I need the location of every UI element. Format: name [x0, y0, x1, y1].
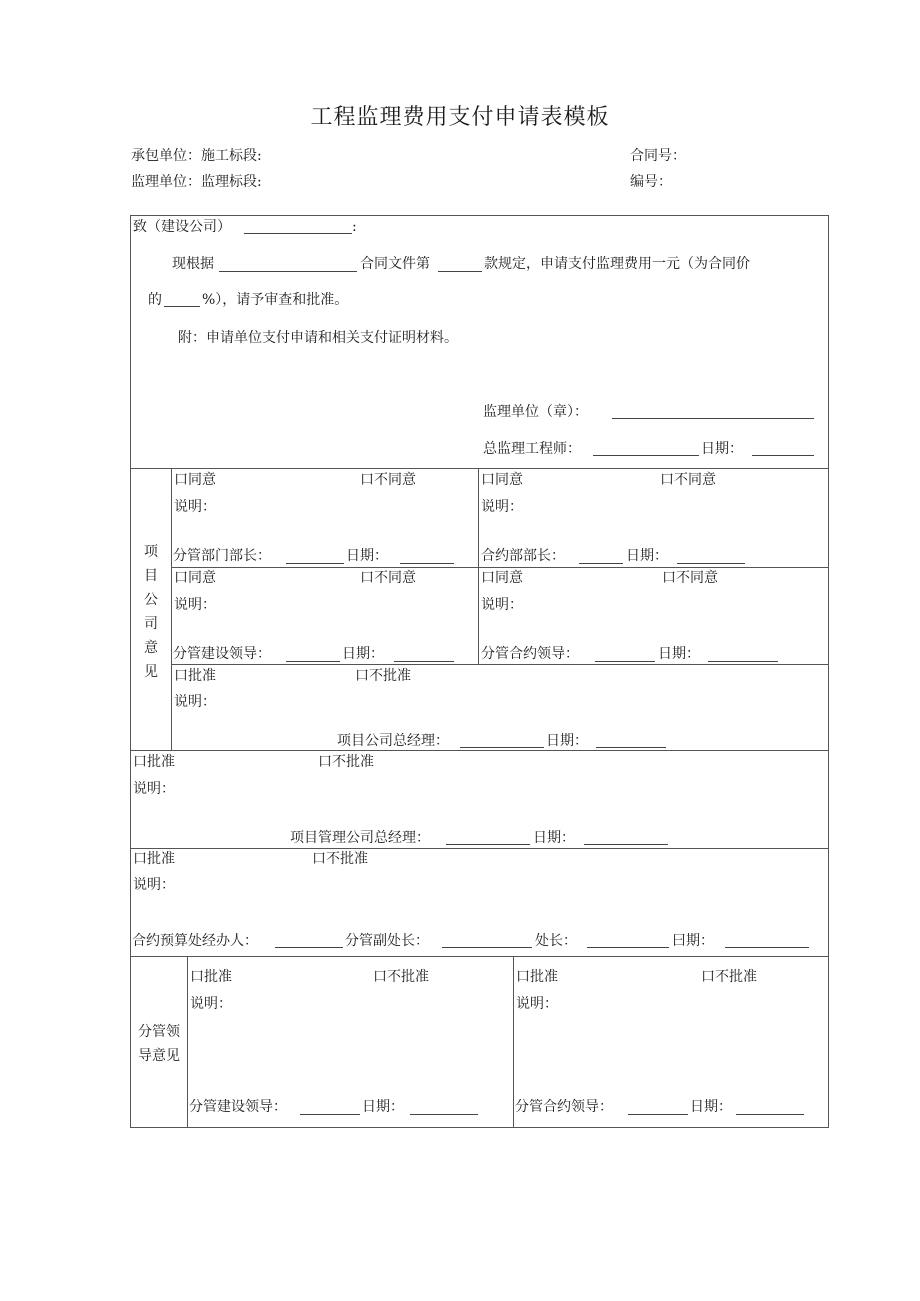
contract-leader-label: 分管合约领导：: [515, 1099, 613, 1115]
approve-checkbox[interactable]: 口批准: [174, 668, 216, 684]
approve-checkbox[interactable]: 口批准: [133, 754, 175, 770]
percent-suffix: %），请予审查和批准。: [202, 292, 349, 308]
approve-checkbox[interactable]: 口批准: [516, 969, 558, 985]
date-blank[interactable]: [736, 1114, 804, 1115]
contract-no-label: 合同号：: [630, 148, 686, 164]
project-company-side-label: 项 目 公 司 意 见: [144, 544, 158, 680]
chief-engineer-blank[interactable]: [593, 455, 699, 456]
date-blank[interactable]: [596, 747, 666, 748]
row-divider: [130, 956, 829, 957]
chief-label: 处长：: [535, 933, 577, 949]
attachment-note: 附：申请单位支付申请和相关支付证明材料。: [178, 330, 458, 346]
disagree-checkbox[interactable]: 口不同意: [360, 570, 416, 586]
percent-blank[interactable]: [164, 306, 200, 307]
serial-no-label: 编号：: [630, 174, 672, 190]
explain-label: 说明：: [133, 877, 175, 893]
reject-checkbox[interactable]: 口不批准: [701, 969, 757, 985]
date-label: 曰期：: [672, 933, 714, 949]
contract-blank[interactable]: [219, 271, 357, 272]
table-top-border: [130, 215, 829, 216]
percent-prefix: 的: [148, 292, 162, 308]
contract-leader-blank[interactable]: [628, 1114, 688, 1115]
explain-label: 说明：: [174, 499, 216, 515]
dept-head-label: 分管部门部长：: [173, 548, 271, 564]
reject-checkbox[interactable]: 口不批准: [373, 969, 429, 985]
contract-head-blank[interactable]: [579, 563, 623, 564]
date-blank[interactable]: [394, 661, 454, 662]
date-blank[interactable]: [725, 947, 809, 948]
col-divider: [513, 956, 514, 1128]
date-label: 日期：: [342, 646, 384, 662]
date-blank[interactable]: [677, 563, 745, 564]
mgmt-gm-label: 项目管理公司总经理：: [290, 830, 430, 846]
explain-label: 说明：: [174, 694, 216, 710]
date-blank[interactable]: [752, 455, 814, 456]
table-right-border: [828, 215, 829, 1128]
contractor-label: 承包单位：施工标段:: [131, 148, 262, 164]
reject-checkbox[interactable]: 口不批准: [318, 754, 374, 770]
page-title: 工程监理费用支付申请表模板: [310, 105, 610, 130]
contract-head-label: 合约部部长：: [481, 548, 565, 564]
disagree-checkbox[interactable]: 口不同意: [660, 472, 716, 488]
table-bottom-border: [130, 1127, 829, 1128]
unit-seal-blank[interactable]: [612, 418, 814, 419]
explain-label: 说明：: [481, 597, 523, 613]
date-label: 日期：: [626, 548, 668, 564]
explain-label: 说明：: [481, 499, 523, 515]
date-blank[interactable]: [410, 1114, 478, 1115]
to-colon: :: [352, 219, 357, 235]
basis-label: 现根据: [172, 256, 214, 272]
row-divider: [171, 664, 829, 665]
date-label: 日期：: [533, 830, 575, 846]
approve-checkbox[interactable]: 口批准: [190, 969, 232, 985]
handler-label: 合约预算处经办人：: [132, 933, 258, 949]
construction-leader-blank[interactable]: [300, 1114, 360, 1115]
col-divider: [478, 468, 479, 665]
agree-checkbox[interactable]: 口同意: [174, 570, 216, 586]
handler-blank[interactable]: [275, 947, 343, 948]
deputy-label: 分管副处长：: [345, 933, 429, 949]
leader-opinion-side-label: 分管领 导意见: [138, 1024, 180, 1064]
approve-checkbox[interactable]: 口批准: [133, 851, 175, 867]
dept-head-blank[interactable]: [286, 563, 344, 564]
reject-checkbox[interactable]: 口不批准: [355, 668, 411, 684]
project-gm-blank[interactable]: [460, 747, 544, 748]
row-divider: [130, 848, 829, 849]
explain-label: 说明：: [174, 597, 216, 613]
row-divider: [130, 750, 829, 751]
disagree-checkbox[interactable]: 口不同意: [662, 570, 718, 586]
unit-seal-label: 监理单位（章）：: [483, 404, 588, 420]
col-divider: [171, 468, 172, 751]
date-label: 日期：: [658, 646, 700, 662]
date-blank[interactable]: [584, 844, 668, 845]
row-divider: [171, 567, 829, 568]
disagree-checkbox[interactable]: 口不同意: [360, 472, 416, 488]
contract-leader-label: 分管合约领导：: [481, 646, 579, 662]
date-label: 日期：: [546, 733, 588, 749]
reject-checkbox[interactable]: 口不批准: [312, 851, 368, 867]
chief-engineer-label: 总监理工程师：: [483, 441, 581, 457]
date-label: 日期：: [690, 1099, 732, 1115]
explain-label: 说明：: [133, 781, 175, 797]
date-label: 日期：: [362, 1099, 404, 1115]
explain-label: 说明：: [190, 996, 232, 1012]
explain-label: 说明：: [516, 996, 558, 1012]
project-gm-label: 项目公司总经理：: [337, 733, 449, 749]
clause-label: 合同文件第: [360, 256, 430, 272]
clause-blank[interactable]: [438, 271, 482, 272]
date-label: 日期：: [701, 441, 743, 457]
row-divider: [130, 468, 829, 469]
construction-leader-label: 分管建设领导：: [173, 646, 271, 662]
to-blank[interactable]: [244, 233, 352, 234]
construction-leader-label: 分管建设领导：: [189, 1099, 287, 1115]
amount-text: 款规定，申请支付监理费用一元（为合同价: [484, 256, 750, 272]
construction-leader-blank[interactable]: [286, 661, 340, 662]
date-blank[interactable]: [400, 563, 454, 564]
col-divider: [187, 956, 188, 1128]
supervisor-label: 监理单位：监理标段:: [131, 174, 262, 190]
mgmt-gm-blank[interactable]: [446, 844, 530, 845]
contract-leader-blank[interactable]: [595, 661, 655, 662]
date-blank[interactable]: [708, 661, 778, 662]
to-label: 致（建设公司）: [133, 219, 231, 235]
agree-checkbox[interactable]: 口同意: [481, 472, 523, 488]
deputy-blank[interactable]: [442, 947, 532, 948]
agree-checkbox[interactable]: 口同意: [174, 472, 216, 488]
chief-blank[interactable]: [587, 947, 669, 948]
date-label: 日期：: [346, 548, 388, 564]
agree-checkbox[interactable]: 口同意: [481, 570, 523, 586]
